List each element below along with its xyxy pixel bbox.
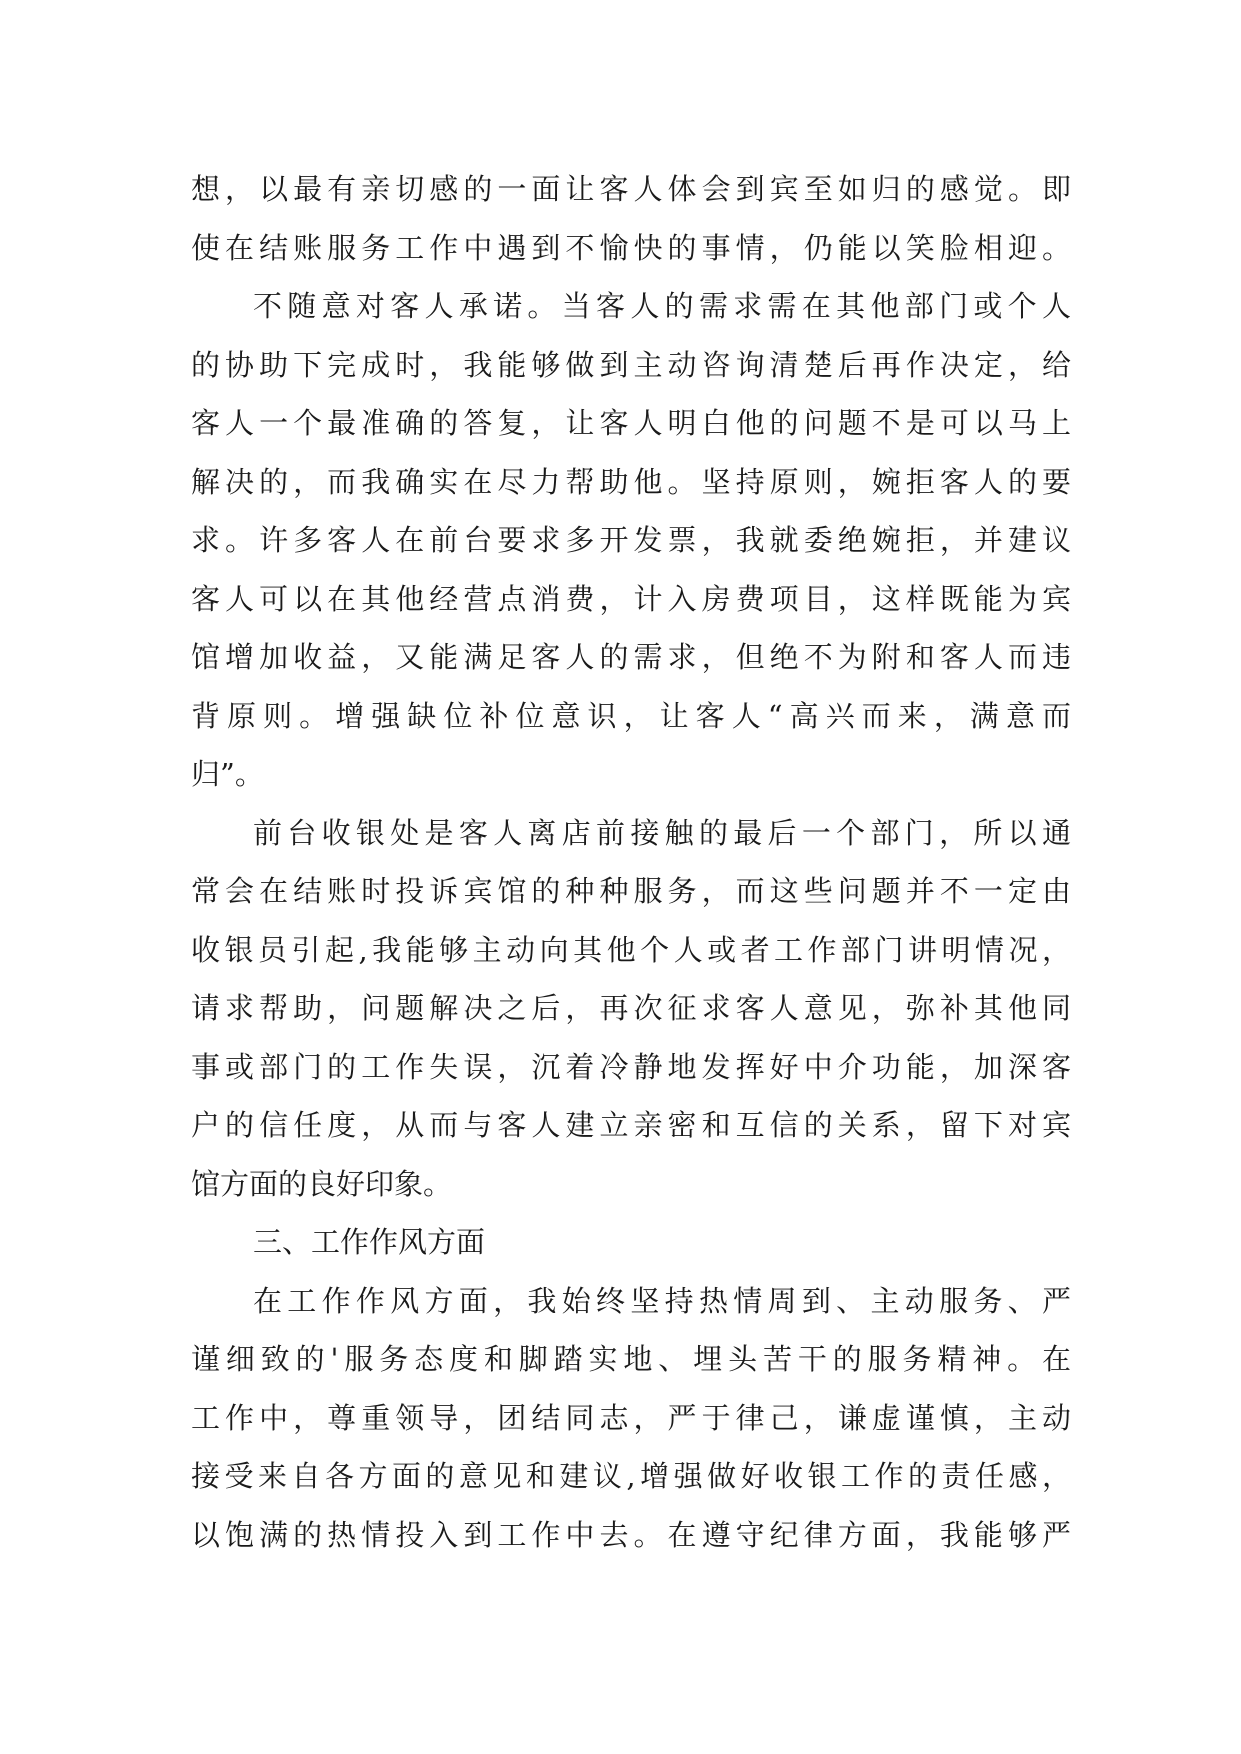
text-line: 的协助下完成时，我能够做到主动咨询清楚后再作决定，给 <box>191 347 1071 382</box>
text-line: 使在结账服务工作中遇到不愉快的事情，仍能以笑脸相迎。 <box>191 230 1071 265</box>
text-line: 馆方面的良好印象。 <box>191 1166 453 1201</box>
text-line: 收银员引起,我能够主动向其他个人或者工作部门讲明情况， <box>191 932 1071 967</box>
text-line: 背原则。增强缺位补位意识，让客人“高兴而来，满意而 <box>191 698 1071 733</box>
text-line: 客人可以在其他经营点消费，计入房费项目，这样既能为宾 <box>191 581 1071 616</box>
text-line: 请求帮助，问题解决之后，再次征求客人意见，弥补其他同 <box>191 991 1071 1025</box>
text-line: 馆增加收益，又能满足客人的需求，但绝不为附和客人而违 <box>191 640 1071 674</box>
document-body <box>191 160 1071 1564</box>
text-line: 常会在结账时投诉宾馆的种种服务，而这些问题并不一定由 <box>191 874 1071 908</box>
text-line: 想，以最有亲切感的一面让客人体会到宾至如归的感觉。即 <box>191 172 1071 206</box>
text-line: 户的信任度，从而与客人建立亲密和互信的关系，留下对宾 <box>191 1108 1071 1142</box>
paragraph-first-line: 在工作作风方面，我始终坚持热情周到、主动服务、严 <box>253 1283 1071 1318</box>
text-line: 客人一个最准确的答复，让客人明白他的问题不是可以马上 <box>191 406 1071 440</box>
text-line: 谨细致的'服务态度和脚踏实地、埋头苦干的服务精神。在 <box>191 1342 1071 1376</box>
text-line: 归”。 <box>191 757 264 791</box>
text-line: 事或部门的工作失误，沉着冷静地发挥好中介功能，加深客 <box>191 1049 1071 1084</box>
section-heading: 三、工作作风方面 <box>253 1225 486 1259</box>
text-line: 解决的，而我确实在尽力帮助他。坚持原则，婉拒客人的要 <box>191 464 1071 499</box>
text-line: 以饱满的热情投入到工作中去。在遵守纪律方面，我能够严 <box>191 1517 1071 1552</box>
paragraph-first-line: 不随意对客人承诺。当客人的需求需在其他部门或个人 <box>253 289 1071 323</box>
text-line: 接受来自各方面的意见和建议,增强做好收银工作的责任感， <box>191 1459 1071 1493</box>
text-line: 工作中，尊重领导，团结同志，严于律己，谦虚谨慎，主动 <box>191 1400 1071 1435</box>
text-line: 求。许多客人在前台要求多开发票，我就委绝婉拒，并建议 <box>191 523 1071 557</box>
paragraph-first-line: 前台收银处是客人离店前接触的最后一个部门，所以通 <box>253 815 1071 850</box>
